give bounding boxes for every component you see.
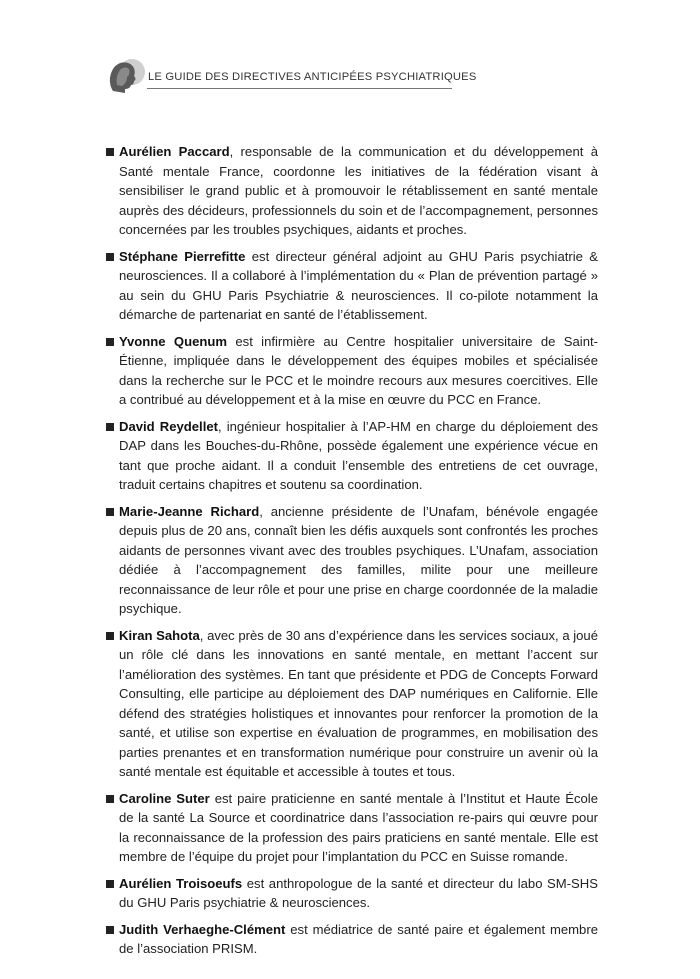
contributor-description: est directeur général adjoint au GHU Paris psychiatrie & neurosciences. Il a collaboré à l’implémentation du « Plan de prévention partagé » au sein du GHU Paris Psychiatrie & neurosciences. Il co-pilote notamment la démarche de partenariat en santé de l’établissement. [119, 248, 599, 322]
contributor-name: Aurélien Paccard [119, 144, 230, 159]
contributor-name: Judith Verhaeghe-Clément [119, 921, 286, 937]
list-item [106, 247, 598, 325]
square-bullet-icon [106, 926, 114, 934]
contributor-description: est anthropologue de la santé et directeur du labo SM-SHS du GHU Paris psychiatrie & neurosciences. [119, 875, 598, 910]
square-bullet-icon [106, 632, 114, 640]
list-item [106, 417, 598, 495]
list-item [106, 142, 598, 240]
contributor-name: Aurélien Troisoeufs [119, 875, 243, 891]
square-bullet-icon [106, 795, 114, 803]
list-item [106, 332, 598, 410]
square-bullet-icon [106, 423, 114, 431]
contributor-name: Yvonne Quenum [119, 333, 228, 349]
running-header [103, 55, 477, 95]
contributor-description: , ancienne présidente de l’Unafam, bénévole engagée depuis plus de 20 ans, connaît bien les défis auxquels sont confrontés les proches aidants de personnes vivant avec des troubles psychiques. L’Unafam, association dédiée à l’accompagnement des familles, milite pour une meilleure reconnaissance de leur rôle et pour une prise en charge coordonnée de la maladie psychique. [119, 503, 598, 616]
square-bullet-icon [106, 880, 114, 888]
list-item [106, 502, 598, 619]
contributor-name: Stéphane Pierrefitte [119, 248, 246, 264]
square-bullet-icon [106, 508, 114, 516]
header-divider [147, 88, 452, 89]
square-bullet-icon [106, 338, 114, 346]
list-item [106, 789, 598, 867]
contributor-name: David Reydellet [119, 418, 218, 434]
list-item [106, 920, 598, 959]
contributor-description: , avec près de 30 ans d’expérience dans les services sociaux, a joué un rôle clé dans les innovations en santé mentale, en mettant l’accent sur l’amélioration des systèmes. En tant que présidente et PDG de Concepts Forward Consulting, elle participe au déploiement des DAP numériques en Californie. Elle défend des stratégies holistiques et innovantes pour renforcer la promotion de la santé, et utilise son expertise en évaluation de programmes, en mobilisation des parties prenantes et en transformation numérique pour construire un avenir où la santé mentale est équitable et accessible à toutes et tous. [119, 627, 598, 779]
contributor-description: est médiatrice de santé paire et également membre de l’association PRISM. [119, 921, 598, 956]
contributor-name: Marie-Jeanne Richard [119, 503, 260, 519]
contributor-description: est paire praticienne en santé mentale à l’Institut et Haute École de la santé La Source et coordinatrice dans l’association re-pairs qui œuvre pour la reconnaissance de la profession des pairs praticiens en santé mentale. Elle est membre de l’équipe du projet pour l’implantation du PCC en Suisse romande. [119, 790, 598, 864]
contributor-description: , ingénieur hospitalier à l’AP-HM en charge du déploiement des DAP dans les Bouches-du-Rhône, possède également une expérience vécue en tant que proche aidant. Il a conduit l’ensemble des entretiens de cet ouvrage, traduit certains chapitres et soutenu sa coordination. [119, 418, 598, 492]
header-title: LE GUIDE DES DIRECTIVES ANTICIPÉES PSYCHIATRIQUES [148, 71, 477, 83]
list-item [106, 874, 598, 913]
contributor-name: Kiran Sahota [119, 627, 200, 643]
square-bullet-icon [106, 253, 114, 261]
square-bullet-icon [106, 148, 114, 156]
contributor-list [106, 142, 598, 966]
head-profile-icon [103, 55, 147, 95]
contributor-name: Caroline Suter [119, 790, 210, 806]
contributor-description: est infirmière au Centre hospitalier universitaire de Saint-Étienne, impliquée dans le développement des équipes mobiles et spécialisée dans la recherche sur le PCC et le moindre recours aux mesures coercitives. Elle a contribué au développement et à la mise en œuvre du PCC en France. [119, 333, 598, 407]
contributor-description: , responsable de la communication et du développement à Santé mentale France, coordonne les initiatives de la fédération visant à sensibiliser le grand public et à promouvoir le rétablissement en santé mentale auprès des décideurs, professionnels du soin et de l’accompagnement, personnes concernées par les troubles psychiques, aidants et proches. [119, 144, 599, 237]
list-item [106, 626, 598, 782]
